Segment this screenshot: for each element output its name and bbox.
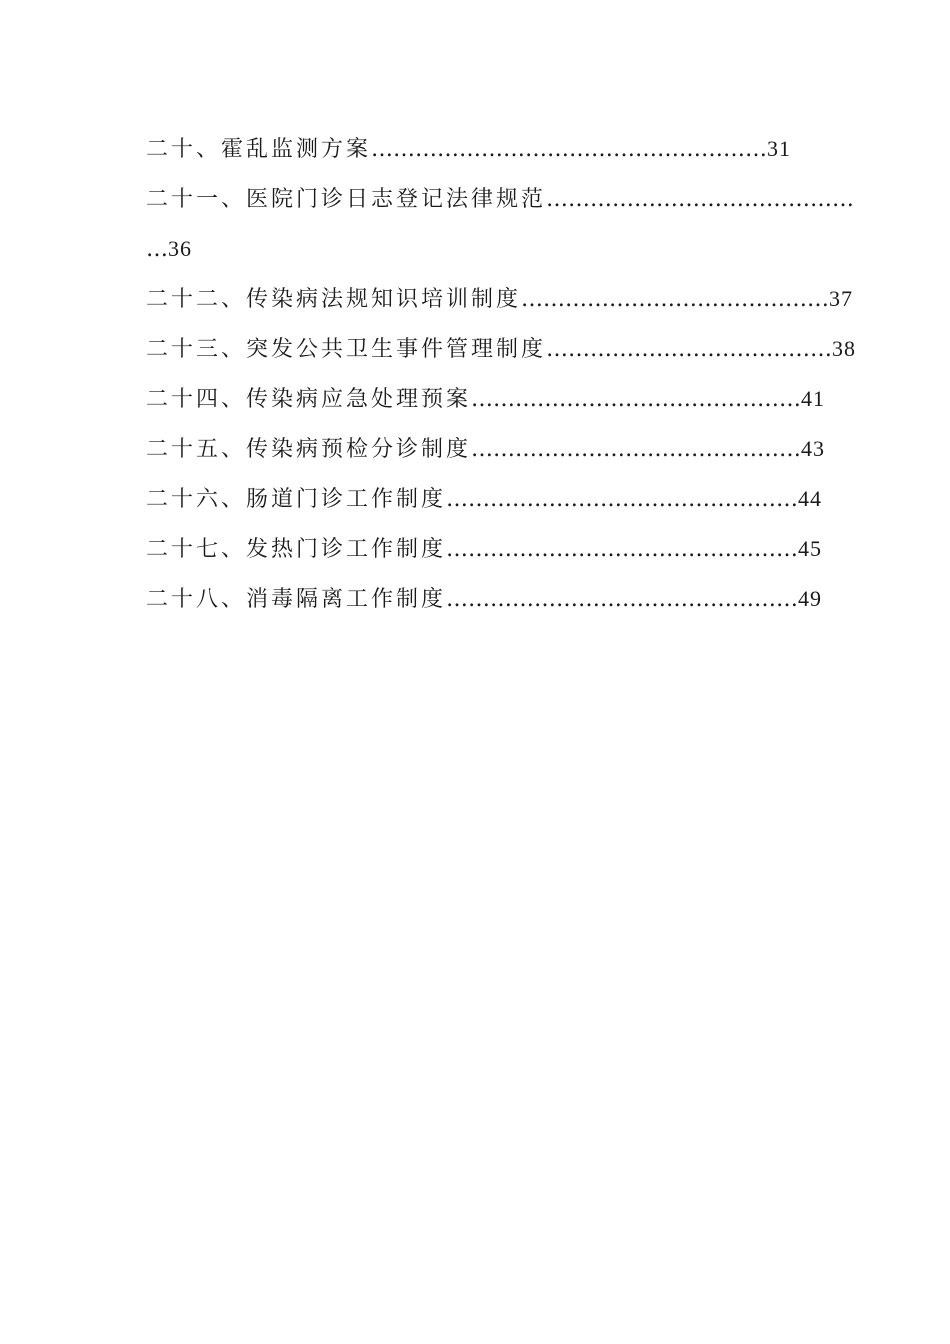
toc-entry-continuation[interactable] [146, 224, 818, 274]
toc-entry-leader: ……………………………………… [471, 437, 802, 462]
toc-entry[interactable] [146, 174, 855, 224]
toc-entry-leader: …………………………………… [546, 187, 855, 212]
toc-entry-page: 36 [168, 236, 192, 261]
table-of-contents [146, 124, 857, 624]
toc-entry[interactable] [146, 474, 823, 524]
toc-entry[interactable] [146, 524, 823, 574]
toc-entry-title: 二十七、发热门诊工作制度 [146, 537, 447, 562]
toc-entry-title: 二十三、突发公共卫生事件管理制度 [146, 337, 547, 362]
toc-entry-page: 43 [801, 436, 826, 461]
toc-entry-page: 44 [798, 486, 823, 511]
toc-entry-title: 二十六、肠道门诊工作制度 [146, 487, 447, 512]
toc-entry-leader: ……………………………………… [471, 387, 802, 412]
toc-entry[interactable] [146, 274, 854, 324]
toc-entry-page: 31 [767, 136, 792, 161]
toc-entry-leader: ………………………………………… [446, 587, 799, 612]
toc-entry-page: 41 [801, 386, 826, 411]
toc-entry-title: 二十五、传染病预检分诊制度 [146, 437, 472, 462]
toc-entry[interactable] [146, 324, 857, 374]
toc-entry-title: 二十、霍乱监测方案 [146, 137, 372, 162]
toc-entry-leader: …………………………………… [521, 287, 830, 312]
toc-entry-leader: ………………………………… [546, 337, 833, 362]
toc-entry-leader: ………………………………………… [446, 487, 799, 512]
toc-entry-page: 37 [829, 286, 854, 311]
toc-entry-page: 49 [798, 586, 823, 611]
toc-entry-title: 二十四、传染病应急处理预案 [146, 387, 472, 412]
toc-entry-page: 38 [832, 336, 857, 361]
toc-entry-leader: … [146, 237, 168, 262]
toc-entry[interactable] [146, 424, 826, 474]
toc-entry[interactable] [146, 124, 818, 174]
toc-entry-title: 二十一、医院门诊日志登记法律规范 [146, 187, 547, 212]
toc-entry[interactable] [146, 574, 823, 624]
toc-entry[interactable] [146, 374, 826, 424]
toc-entry-title: 二十八、消毒隔离工作制度 [146, 587, 447, 612]
toc-entry-leader: ……………………………………………… [371, 137, 768, 162]
toc-entry-title: 二十二、传染病法规知识培训制度 [146, 287, 522, 312]
toc-entry-leader: ………………………………………… [446, 537, 799, 562]
toc-entry-page: 45 [798, 536, 823, 561]
